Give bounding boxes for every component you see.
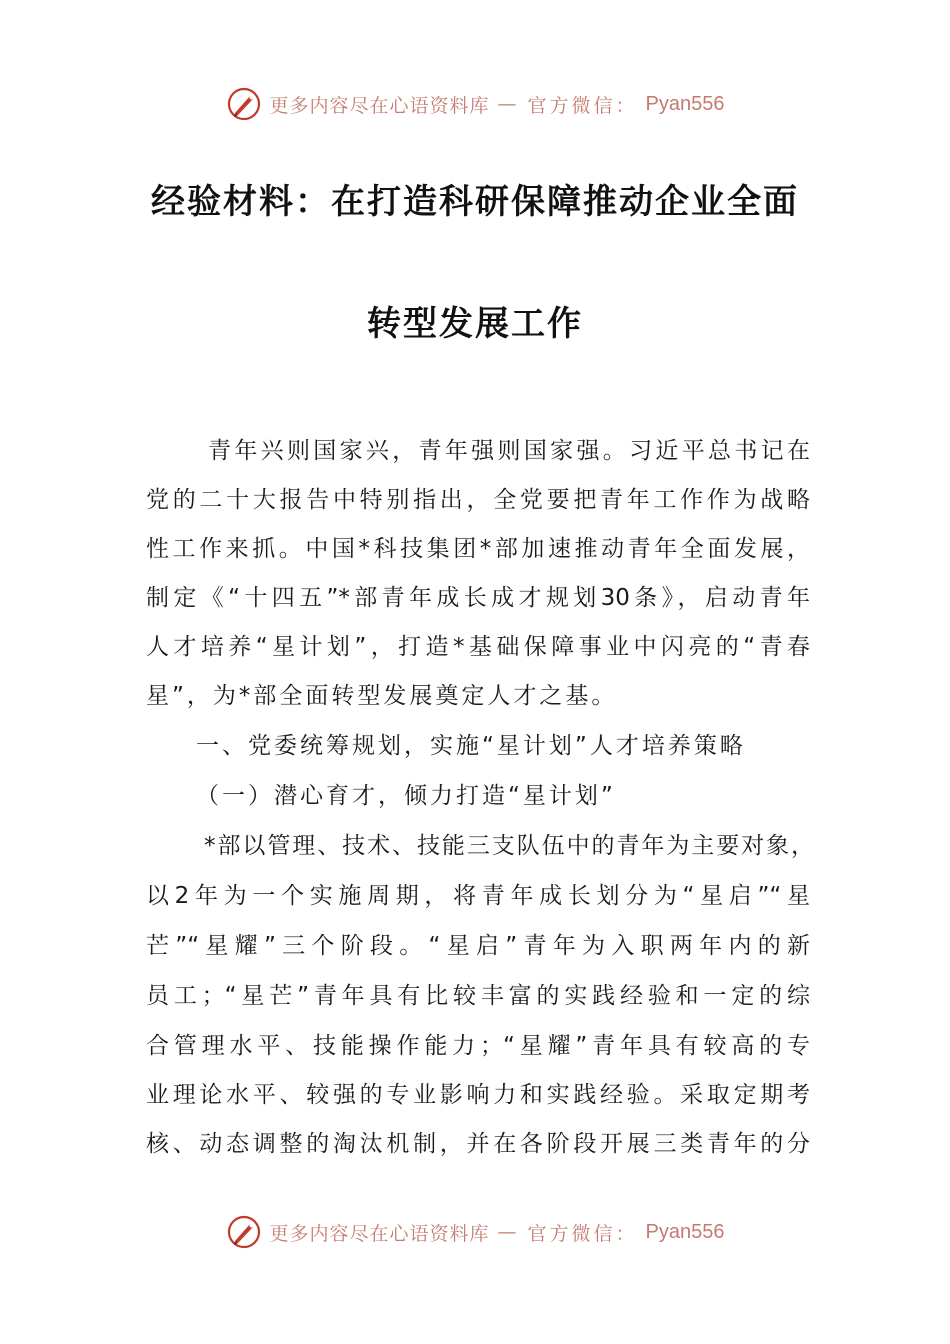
body-line: 业理论水平、较强的专业影响力和实践经验。采取定期考 [146, 1082, 810, 1108]
watermark-wechat-id: Pyan556 [645, 1220, 725, 1243]
section-heading-1: 一、党委统筹规划，实施“星计划”人才培养策略 [196, 733, 746, 759]
body-line: 党的二十大报告中特别指出，全党要把青年工作作为战略 [146, 487, 810, 513]
body-line: 合管理水平、技能操作能力；“星耀”青年具有较高的专 [146, 1033, 810, 1059]
watermark-dash: — [497, 1221, 520, 1243]
watermark-dash: — [497, 93, 520, 115]
pen-circle-logo-icon [226, 1214, 262, 1250]
body-line: *部以管理、技术、技能三支队伍中的青年为主要对象， [204, 833, 814, 859]
document-title-line-1: 经验材料：在打造科研保障推动企业全面 [151, 182, 799, 222]
watermark-wechat-id: Pyan556 [645, 92, 725, 115]
watermark-official-label: 官方微信： [527, 1222, 638, 1245]
pen-circle-logo-icon [226, 86, 262, 122]
subsection-heading-1: （一）潜心育才，倾力打造“星计划” [196, 783, 616, 809]
watermark-banner-top [0, 84, 950, 124]
body-line: 核、动态调整的淘汰机制，并在各阶段开展三类青年的分 [146, 1131, 810, 1157]
body-line: 芒”“星耀”三个阶段。“星启”青年为入职两年内的新 [146, 933, 810, 959]
document-title-line-2: 转型发展工作 [367, 304, 583, 344]
watermark-brand-text: 更多内容尽在心语资料库 [269, 94, 490, 117]
body-line: 人才培养“星计划”，打造*基础保障事业中闪亮的“青春 [146, 634, 810, 660]
watermark-official-label: 官方微信： [527, 94, 638, 117]
body-line: 青年兴则国家兴，青年强则国家强。习近平总书记在 [208, 438, 810, 464]
body-line: 以2年为一个实施周期，将青年成长划分为“星启”“星 [146, 883, 810, 909]
body-line: 性工作来抓。中国*科技集团*部加速推动青年全面发展， [146, 536, 810, 562]
body-line: 员工；“星芒”青年具有比较丰富的实践经验和一定的综 [146, 983, 810, 1009]
body-line: 星”，为*部全面转型发展奠定人才之基。 [146, 683, 618, 709]
watermark-brand-text: 更多内容尽在心语资料库 [269, 1222, 490, 1245]
watermark-banner-bottom [0, 1212, 950, 1252]
body-line: 制定《“十四五”*部青年成长成才规划30条》，启动青年 [146, 585, 810, 611]
